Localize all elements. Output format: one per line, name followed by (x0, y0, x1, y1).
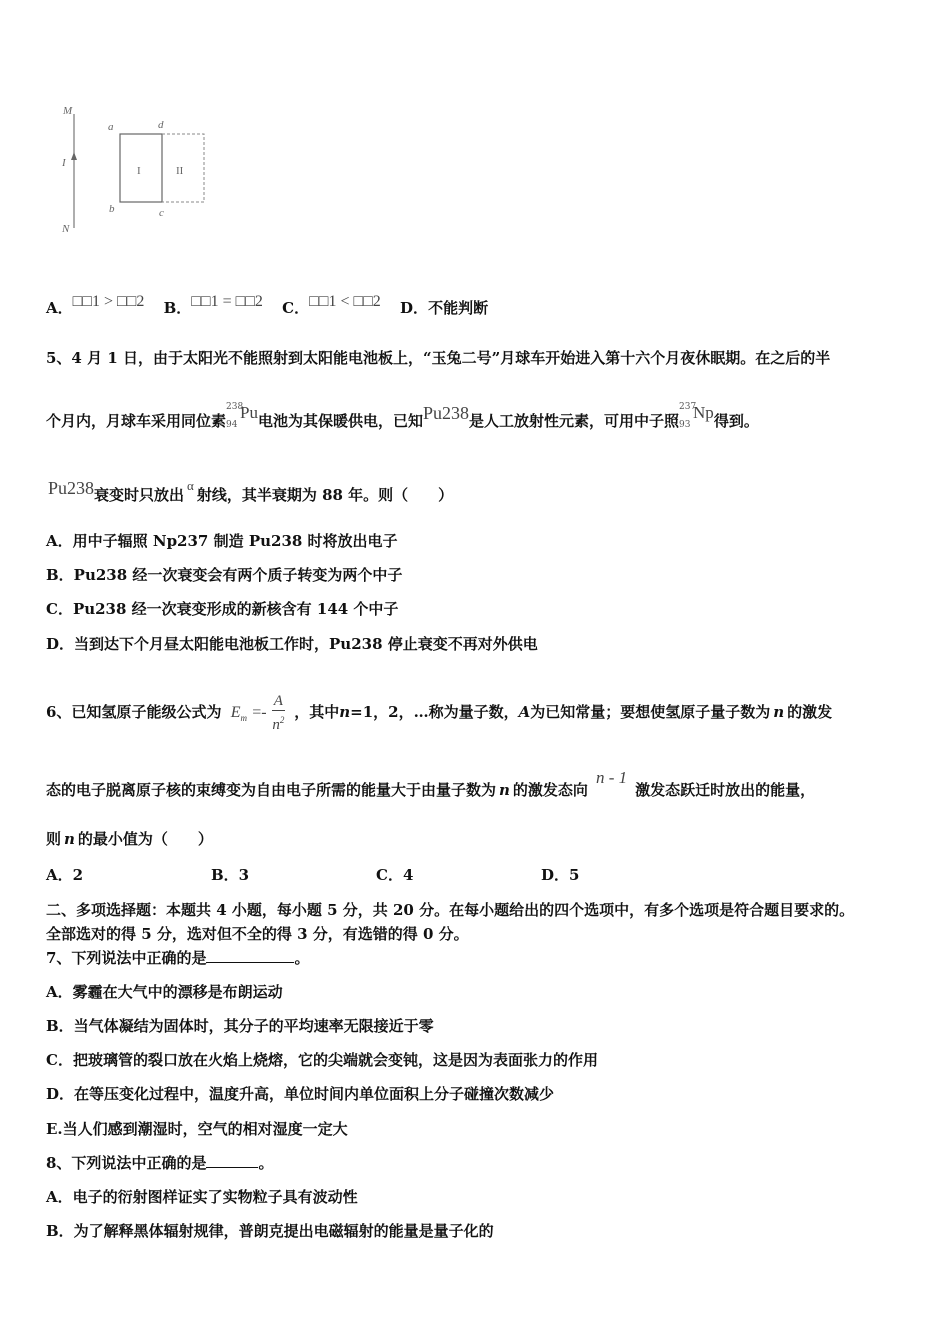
q7-option-b[interactable]: B．当气体凝结为固体时，其分子的平均速率无限接近于零 (46, 1017, 434, 1035)
q6-text: 的激发态向 (512, 781, 588, 799)
q5-stem-line2 (46, 402, 759, 431)
q4-option-d-label: D． (400, 299, 429, 317)
pu-atomic-number: 94 (226, 420, 238, 430)
q8-text: 8、下列说法中正确的是 (46, 1154, 207, 1172)
q8-stem (46, 1153, 273, 1173)
q6-option-d[interactable]: D．5 (541, 866, 580, 884)
q7-option-c[interactable]: C．把玻璃管的裂口放在火焰上烧熔，它的尖端就会变钝，这是因为表面张力的作用 (46, 1051, 598, 1069)
pu-symbol: Pu (240, 403, 258, 422)
energy-formula (231, 692, 285, 734)
var-n: n (773, 703, 785, 721)
q4-option-a-label: A． (46, 299, 73, 317)
formula-e: E (230, 704, 241, 721)
q6-text: =1，2，…称为量子数， (350, 703, 519, 721)
circuit-figure (58, 98, 248, 246)
q5-stem-line1: 5、4 月 1 日，由于太阳光不能照射到太阳能电池板上，“玉兔二号”月球车开始进入第十六个月夜休眠期。在之后的半 (46, 349, 831, 367)
label-i: I (62, 157, 66, 169)
q5-option-d[interactable]: D．当到达下个月昼太阳能电池板工作时，Pu238 停止衰变不再对外供电 (46, 635, 538, 653)
q4-options-row (46, 293, 489, 319)
label-b: b (109, 203, 115, 215)
q4-option-a-expr: □□1 > □□2 (72, 293, 145, 310)
alpha-symbol: α (187, 478, 194, 493)
q5-stem-line3 (48, 478, 454, 506)
q5-text: 衰变时只放出 (94, 486, 185, 504)
label-n: N (62, 223, 70, 235)
np-mass-number: 237 (679, 402, 697, 412)
n-minus-1: n - 1 (595, 768, 628, 787)
q6-text: 的最小值为（ ） (77, 830, 213, 848)
q6-text: ，其中 (294, 703, 340, 721)
answer-blank[interactable] (206, 1167, 258, 1168)
q6-options-row (46, 865, 579, 885)
q7-stem (46, 948, 309, 968)
formula-numerator: A (273, 693, 283, 709)
q7-option-a[interactable]: A．雾霾在大气中的漂移是布朗运动 (46, 983, 283, 1001)
q5-option-b[interactable]: B．Pu238 经一次衰变会有两个质子转变为两个中子 (46, 566, 403, 584)
q5-text: 电池为其保暖供电，已知 (257, 412, 423, 430)
q6-text: 态的电子脱离原子核的束缚变为自由电子所需的能量大于由量子数为 (46, 781, 497, 799)
formula-exponent: 2 (279, 715, 285, 725)
var-a: A (518, 703, 531, 721)
q7-text: 7、下列说法中正确的是 (46, 949, 207, 967)
q4-option-b-label: B． (163, 299, 192, 317)
q7-option-d[interactable]: D．在等压变化过程中，温度升高，单位时间内单位面积上分子碰撞次数减少 (46, 1085, 555, 1103)
formula-subscript: m (240, 713, 247, 723)
q4-option-c-label: C． (282, 299, 310, 317)
var-n: n (339, 703, 351, 721)
q4-option-c-expr: □□1 < □□2 (309, 293, 381, 310)
formula-denominator: n (272, 717, 280, 733)
section2-heading-line2: 全部选对的得 5 分，选对但不全的得 3 分，有选错的得 0 分。 (46, 925, 469, 943)
q8-text: 。 (258, 1154, 274, 1172)
answer-blank[interactable] (206, 962, 294, 963)
q7-text: 。 (294, 949, 310, 967)
q6-option-b[interactable]: B．3 (211, 866, 250, 884)
q6-stem-line1 (46, 692, 832, 734)
label-d: d (158, 119, 164, 131)
q6-stem-line2 (46, 768, 816, 800)
q5-option-c[interactable]: C．Pu238 经一次衰变形成的新核含有 144 个中子 (46, 600, 399, 618)
section2-heading-line1: 二、多项选择题：本题共 4 小题，每小题 5 分，共 20 分。在每小题给出的四个选项中，有多个选项是符合题目要求的。 (46, 901, 855, 919)
var-n: n (64, 830, 75, 848)
q8-option-b[interactable]: B．为了解释黑体辐射规律，普朗克提出电磁辐射的能量是量子化的 (46, 1222, 494, 1240)
q6-text: 激发态跃迁时放出的能量， (635, 781, 816, 799)
q4-option-b-expr: □□1 = □□2 (191, 293, 263, 310)
q6-text: 的激发 (787, 703, 833, 721)
pu238-label: Pu238 (423, 403, 470, 423)
np-symbol: Np (693, 403, 714, 422)
label-m: M (63, 105, 73, 117)
loop-region-1 (120, 134, 162, 202)
q6-text: 6、已知氢原子能级公式为 (46, 703, 222, 721)
label-c: c (159, 207, 164, 219)
q4-option-d-text: 不能判断 (428, 299, 489, 317)
q5-text: 得到。 (713, 412, 759, 430)
q8-option-a[interactable]: A．电子的衍射图样证实了实物粒子具有波动性 (46, 1188, 358, 1206)
pu-isotope (226, 402, 258, 431)
pu-mass-number: 238 (226, 402, 244, 412)
q5-text: 个月内，月球车采用同位素 (46, 412, 227, 430)
q5-option-a[interactable]: A．用中子辐照 Np237 制造 Pu238 时将放出电子 (46, 532, 398, 550)
var-n: n (499, 781, 510, 799)
q6-text: 为已知常量；要想使氢原子量子数为 (530, 703, 771, 721)
formula-equals: =- (252, 704, 267, 721)
current-arrow (71, 152, 77, 160)
label-a: a (108, 121, 114, 133)
pu238-label: Pu238 (48, 478, 95, 498)
q7-option-e[interactable]: E.当人们感到潮湿时，空气的相对湿度一定大 (46, 1120, 348, 1138)
np-isotope (679, 402, 714, 431)
formula-fraction (272, 692, 285, 734)
q6-option-a[interactable]: A．2 (46, 866, 84, 884)
q6-option-c[interactable]: C．4 (376, 866, 414, 884)
np-atomic-number: 93 (679, 420, 691, 430)
q5-text: 是人工放射性元素，可用中子照 (469, 412, 680, 430)
q6-stem-line3 (46, 829, 213, 849)
q5-text: 射线，其半衰期为 88 年。则（ ） (196, 486, 454, 504)
label-region-2: II (176, 165, 184, 177)
q6-text: 则 (46, 830, 62, 848)
label-region-1: I (137, 165, 141, 177)
